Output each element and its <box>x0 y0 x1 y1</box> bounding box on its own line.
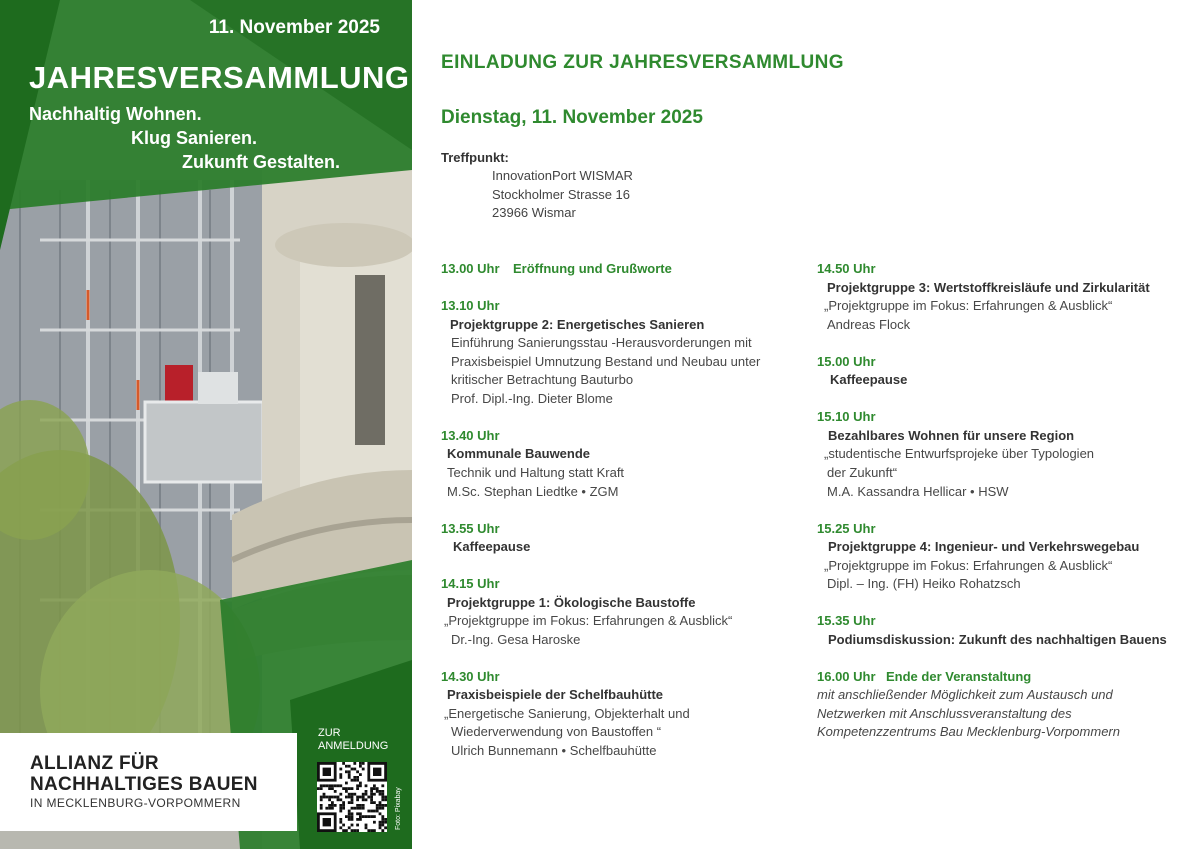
event-description: „studentische Entwurfsprojeke über Typologien <box>824 446 1095 461</box>
event-speaker: Prof. Dipl.-Ing. Dieter Blome <box>451 391 613 406</box>
slogan-line-2: Klug Sanieren. <box>131 128 258 148</box>
event-description: „Projektgruppe im Fokus: Erfahrungen & Ausblick“ <box>824 558 1113 573</box>
event-time: 15.25 Uhr <box>817 521 876 536</box>
registration-label-line-1: ZUR <box>318 727 341 739</box>
event-time: 15.10 Uhr <box>817 409 876 424</box>
slogan-line-3: Zukunft Gestalten. <box>182 152 341 172</box>
event-title: Eröffnung und Grußworte <box>513 261 672 276</box>
event-time: 15.35 Uhr <box>817 613 876 628</box>
closing-note: mit anschließender Möglichkeit zum Austausch und <box>817 687 1113 702</box>
event-title: Kommunale Bauwende <box>447 446 591 461</box>
event-title: Ende der Veranstaltung <box>886 669 1032 684</box>
event-title: Kaffeepause <box>830 372 908 387</box>
main-title: JAHRESVERSAMMLUNG <box>29 60 410 95</box>
invitation-date: Dienstag, 11. November 2025 <box>441 107 703 128</box>
event-description: kritischer Betrachtung Bauturbo <box>451 372 634 387</box>
event-time: 16.00 Uhr <box>817 669 876 684</box>
event-time: 13.10 Uhr <box>441 298 500 313</box>
venue-city: 23966 Wismar <box>492 205 576 220</box>
closing-note: Kompetenzzentrums Bau Mecklenburg-Vorpommern <box>817 724 1120 739</box>
photo-credit: Foto: Pixabay <box>395 787 402 830</box>
closing-note: Netzwerken mit Anschlussveranstaltung des <box>817 706 1072 721</box>
event-title: Projektgruppe 3: Wertstoffkreisläufe und Zirkularität <box>827 280 1150 295</box>
registration-qr-code[interactable] <box>317 762 387 832</box>
event-title: Projektgruppe 4: Ingenieur- und Verkehrswegebau <box>828 539 1140 554</box>
event-title: Kaffeepause <box>453 539 531 554</box>
event-time: 14.50 Uhr <box>817 261 876 276</box>
event-speaker: M.A. Kassandra Hellicar • HSW <box>827 484 1009 499</box>
event-description: Wiederverwendung von Baustoffen “ <box>451 724 662 739</box>
meeting-point-label: Treffpunkt: <box>441 150 509 165</box>
event-description: Praxisbeispiel Umnutzung Bestand und Neubau unter <box>451 354 761 369</box>
event-title: Projektgruppe 2: Energetisches Sanieren <box>450 317 705 332</box>
event-title: Projektgruppe 1: Ökologische Baustoffe <box>447 595 696 610</box>
event-time: 13.40 Uhr <box>441 428 500 443</box>
event-time: 13.00 Uhr <box>441 261 500 276</box>
slogan-line-1: Nachhaltig Wohnen. <box>29 104 202 124</box>
venue-name: InnovationPort WISMAR <box>492 168 633 183</box>
event-description: „Energetische Sanierung, Objekterhalt und <box>444 706 690 721</box>
event-title: Podiumsdiskussion: Zukunft des nachhaltigen Bauens <box>828 632 1167 647</box>
event-time: 13.55 Uhr <box>441 521 500 536</box>
event-speaker: Andreas Flock <box>827 317 911 332</box>
logo-line-1: ALLIANZ FÜR <box>30 753 159 774</box>
event-description: der Zukunft“ <box>827 465 898 480</box>
event-time: 14.15 Uhr <box>441 576 500 591</box>
event-time: 15.00 Uhr <box>817 354 876 369</box>
logo-line-2: NACHHALTIGES BAUEN <box>30 774 258 795</box>
registration-label-line-2: ANMELDUNG <box>318 740 389 752</box>
event-date: 11. November 2025 <box>208 17 380 38</box>
event-description: „Projektgruppe im Fokus: Erfahrungen & Ausblick“ <box>444 613 733 628</box>
event-title: Praxisbeispiele der Schelfbauhütte <box>447 687 664 702</box>
event-speaker: M.Sc. Stephan Liedtke • ZGM <box>447 484 619 499</box>
event-description: Technik und Haltung statt Kraft <box>447 465 625 480</box>
cover-panel <box>0 0 412 849</box>
event-speaker: Ulrich Bunnemann • Schelfbauhütte <box>451 743 657 758</box>
event-speaker: Dipl. – Ing. (FH) Heiko Rohatzsch <box>827 576 1021 591</box>
event-description: Einführung Sanierungsstau -Herausvorderungen mit <box>451 335 752 350</box>
venue-street: Stockholmer Strasse 16 <box>492 187 631 202</box>
registration-label <box>318 727 388 753</box>
invitation-heading: EINLADUNG ZUR JAHRESVERSAMMLUNG <box>441 52 844 73</box>
event-title: Bezahlbares Wohnen für unsere Region <box>828 428 1075 443</box>
event-time: 14.30 Uhr <box>441 669 500 684</box>
event-speaker: Dr.-Ing. Gesa Haroske <box>451 632 581 647</box>
logo-line-3: IN MECKLENBURG-VORPOMMERN <box>30 796 241 810</box>
organisation-logo <box>0 733 297 831</box>
event-description: „Projektgruppe im Fokus: Erfahrungen & Ausblick“ <box>824 298 1113 313</box>
